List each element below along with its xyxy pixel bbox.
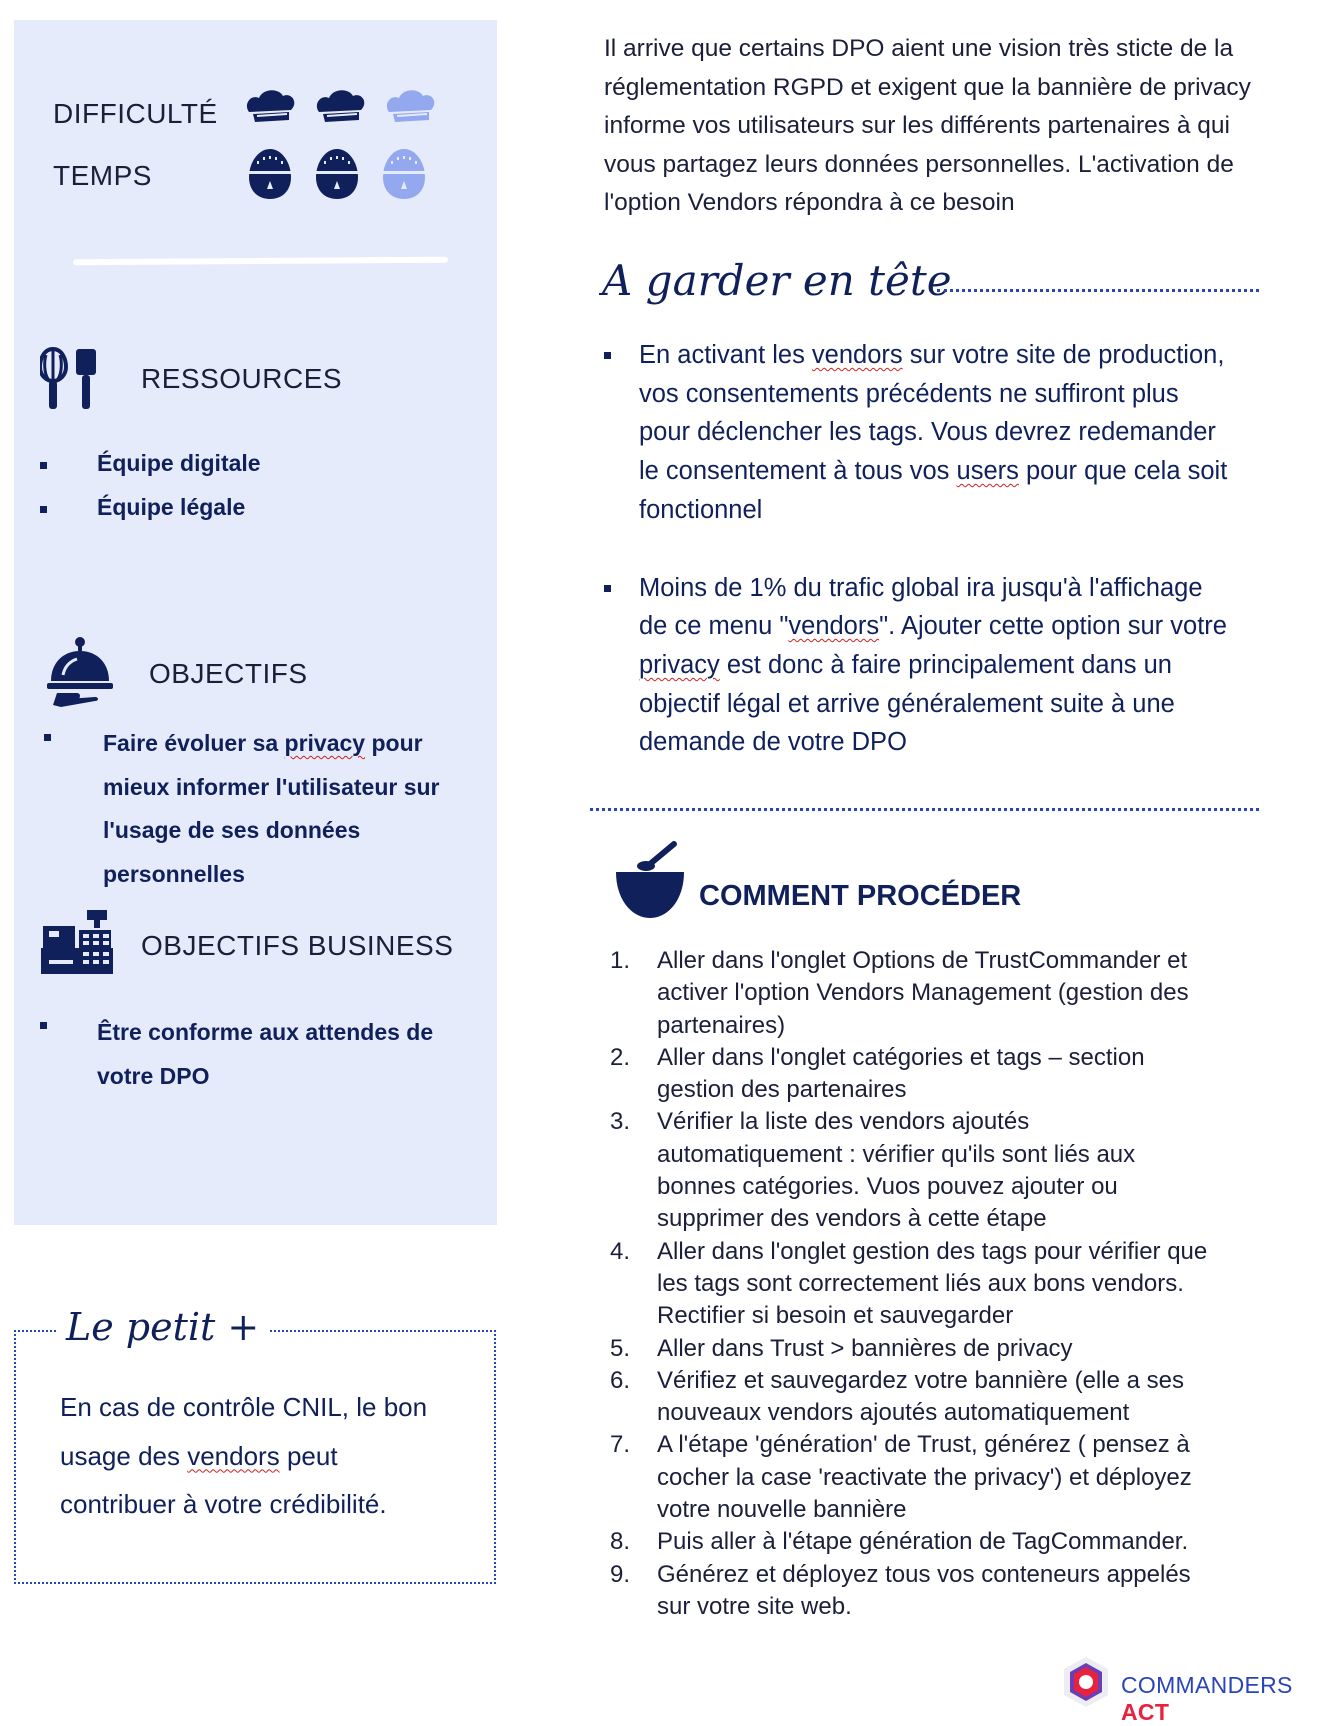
procedure-steps bbox=[610, 945, 1310, 1623]
tip-title: Le petit + bbox=[66, 1305, 260, 1349]
chef-hat-icon bbox=[247, 90, 294, 122]
difficulty-label: DIFFICULTÉ bbox=[53, 98, 218, 129]
footer-brand: COMMANDERS ACT bbox=[1121, 1672, 1293, 1725]
objectives-heading: OBJECTIFS bbox=[149, 658, 308, 689]
tip-text: En cas de contrôle CNIL, le bon usage des vendors peut contribuer à votre crédibilité. bbox=[60, 1392, 428, 1519]
list-item: 6. Vérifiez et sauvegardez votre bannière (elle a ses nouveaux vendors ajoutés automatiquement bbox=[610, 1366, 1184, 1427]
list-item: 9. Générez et déployez tous vos conteneurs appelés sur votre site web. bbox=[610, 1560, 1191, 1620]
business-heading: OBJECTIFS BUSINESS bbox=[141, 930, 454, 961]
list-item: Équipe digitale bbox=[40, 450, 470, 494]
dotted-separator bbox=[937, 289, 1259, 292]
cash-register-icon bbox=[41, 910, 113, 979]
list-item: 3. Vérifier la liste des vendors ajoutés automatiquement : vérifier qu'ils sont liés aux bonnes catégories. Vuos pouvez ajouter ou supprimer des vendors à cette étape bbox=[610, 1108, 1136, 1233]
list-item: Équipe légale bbox=[40, 494, 470, 538]
difficulty-rating bbox=[245, 86, 445, 131]
time-rating bbox=[249, 147, 429, 206]
list-item: 2. Aller dans l'onglet catégories et tags – section gestion des partenaires bbox=[610, 1043, 1145, 1104]
keep-in-mind-title: A garder en tête bbox=[602, 256, 952, 305]
kitchen-utensils-icon bbox=[40, 347, 102, 416]
objectives-list bbox=[44, 722, 484, 896]
kitchen-timer-icon bbox=[316, 149, 358, 199]
procedure-title: COMMENT PROCÉDER bbox=[699, 880, 1022, 912]
business-list bbox=[40, 1010, 480, 1098]
kitchen-timer-icon bbox=[249, 149, 291, 199]
list-item: 1. Aller dans l'onglet Options de TrustCommander et activer l'option Vendors Management (gestion des partenaires) bbox=[610, 947, 1189, 1039]
keep-in-mind-list bbox=[604, 336, 1304, 762]
serving-cloche-icon bbox=[47, 635, 121, 716]
time-label: TEMPS bbox=[53, 160, 152, 191]
mixing-bowl-icon bbox=[616, 838, 688, 925]
chef-hat-icon bbox=[317, 90, 364, 122]
resources-heading: RESSOURCES bbox=[141, 363, 343, 394]
list-item: 5. Aller dans Trust > bannières de privacy bbox=[610, 1334, 1073, 1362]
kitchen-timer-icon bbox=[383, 149, 425, 199]
list-item: Moins de 1% du trafic global ira jusqu'à l'affichage de ce menu "vendors". Ajouter cette option sur votre privacy est donc à faire principalement dans un objectif légal et arrive généralement suite à une demande de votre DPO bbox=[604, 569, 1304, 763]
list-item: 7. A l'étape 'génération' de Trust, générez ( pensez à cocher la case 'reactivate the privacy') et déployez votre nouvelle bannière bbox=[610, 1431, 1192, 1524]
list-item: 8. Puis aller à l'étape génération de TagCommander. bbox=[610, 1528, 1189, 1556]
dotted-separator bbox=[590, 808, 1259, 811]
commanders-act-logo-icon bbox=[1060, 1655, 1112, 1716]
intro-paragraph: Il arrive que certains DPO aient une vision très sticte de la réglementation RGPD et exigent que la bannière de privacy informe vos utilisateurs sur les différents partenaires à qui vous partagez leurs données personnelles. L'activation de l'option Vendors répondra à ce besoin bbox=[604, 35, 1251, 216]
list-item: Être conforme aux attendes de votre DPO bbox=[97, 1019, 434, 1089]
list-item: Faire évoluer sa privacy pour mieux informer l'utilisateur sur l'usage de ses données personnelles bbox=[103, 730, 440, 887]
list-item: 4. Aller dans l'onglet gestion des tags pour vérifier que les tags sont correctement liés aux bons vendors. Rectifier si besoin et sauvegarder bbox=[610, 1237, 1208, 1330]
list-item: En activant les vendors sur votre site de production, vos consentements précédents ne suffiront plus pour déclencher les tags. Vous devrez redemander le consentement à tous vos users pour que cela soit fonctionnel bbox=[604, 336, 1304, 530]
resources-list bbox=[40, 450, 470, 538]
chef-hat-icon bbox=[387, 90, 434, 122]
